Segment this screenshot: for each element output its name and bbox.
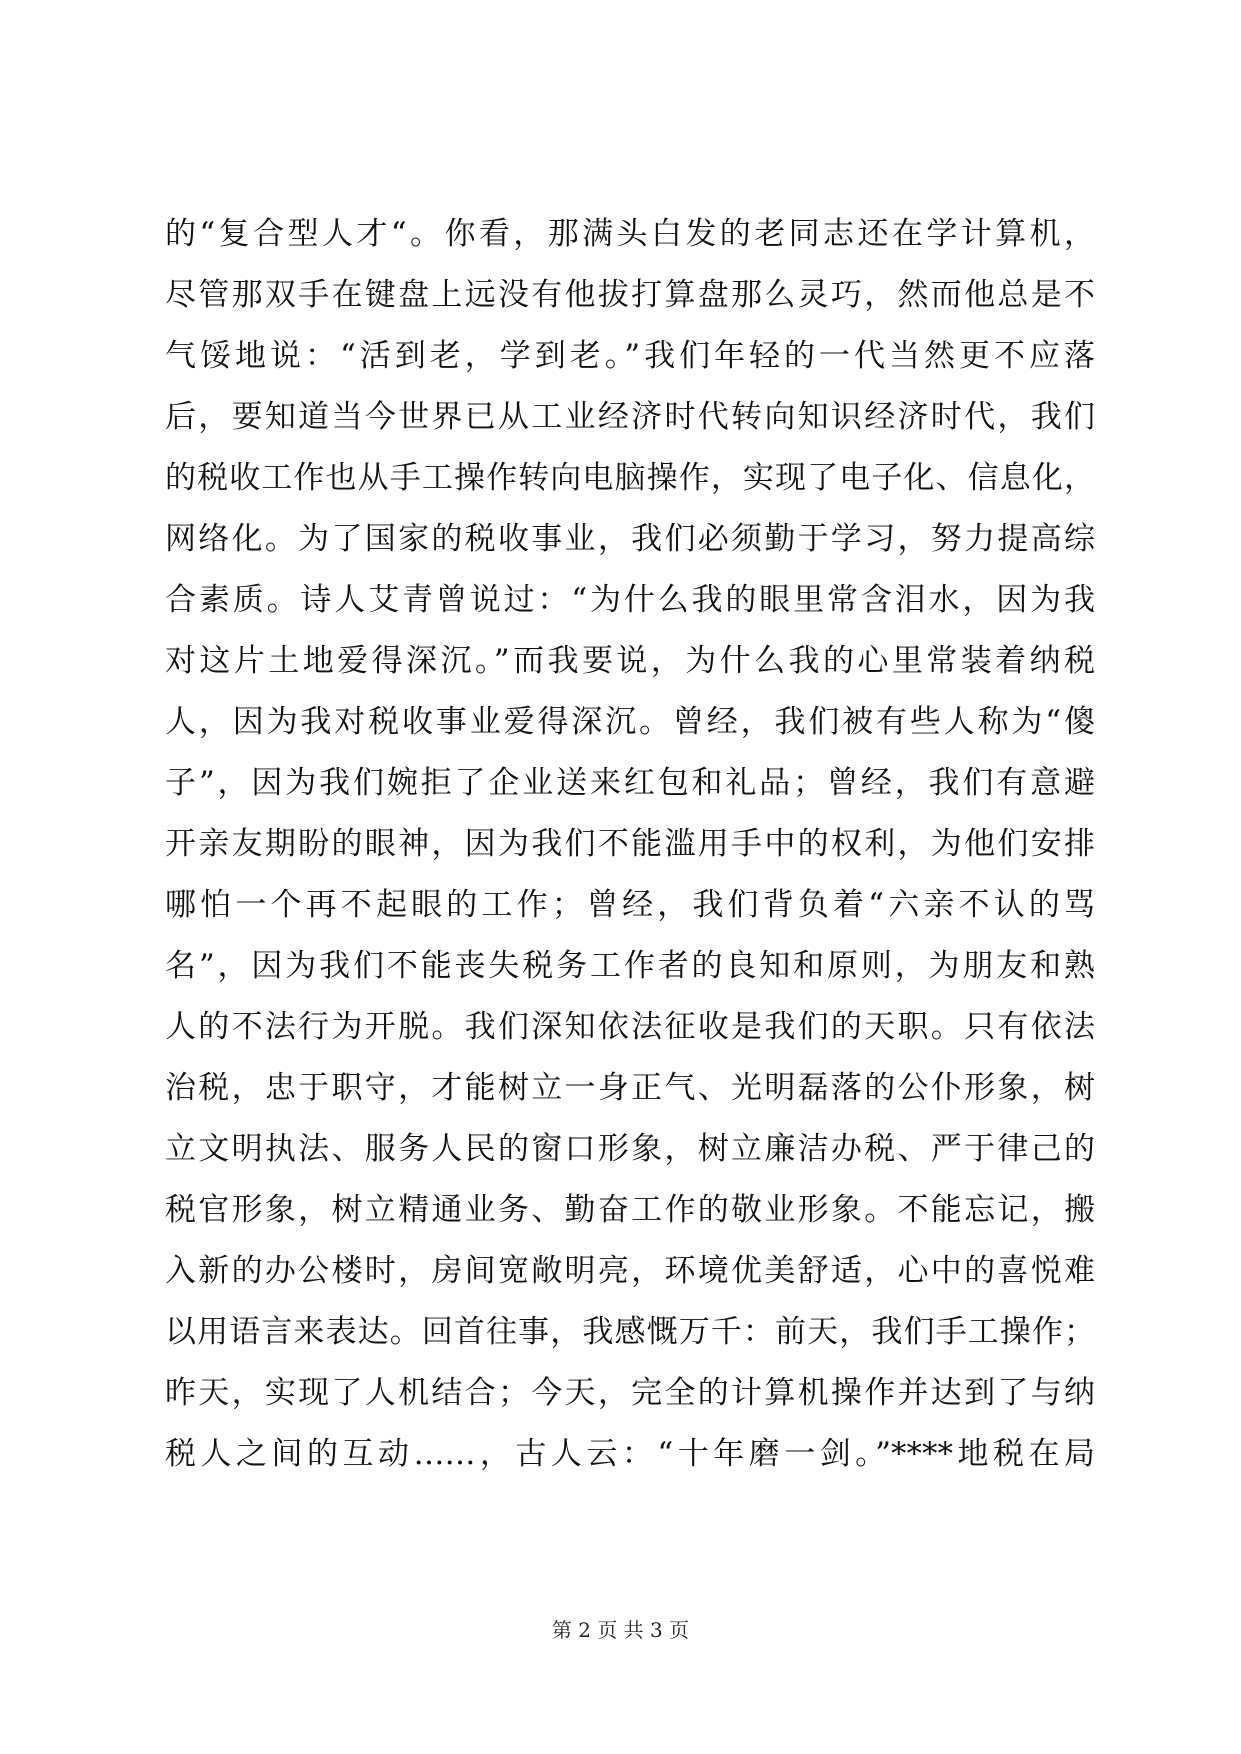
text-line-2: 尽管那双手在键盘上远没有他拔打算盘那么灵巧，然而他总是不 [165,277,1095,313]
text-line-17: 税官形象，树立精通业务、勤奋工作的敬业形象。不能忘记，搬 [165,1192,1095,1228]
page-number-footer: 第 2 页 共 3 页 [551,1618,690,1642]
text-line-16: 立文明执法、服务人民的窗口形象，树立廉洁办税、严于律己的 [165,1131,1095,1167]
text-line-15: 治税，忠于职守，才能树立一身正气、光明磊落的公仆形象，树 [165,1070,1095,1106]
text-line-1: 的“复合型人才“。你看，那满头白发的老同志还在学计算机， [165,216,1095,252]
text-line-6: 网络化。为了国家的税收事业，我们必须勤于学习，努力提高综 [165,521,1095,557]
text-line-8: 对这片土地爱得深沉。”而我要说，为什么我的心里常装着纳税 [165,643,1095,679]
text-line-9: 人，因为我对税收事业爱得深沉。曾经，我们被有些人称为“傻 [165,704,1095,740]
text-line-18: 入新的办公楼时，房间宽敞明亮，环境优美舒适，心中的喜悦难 [165,1253,1095,1289]
text-line-4: 后，要知道当今世界已从工业经济时代转向知识经济时代，我们 [165,399,1095,435]
text-line-20: 昨天，实现了人机结合；今天，完全的计算机操作并达到了与纳 [165,1375,1095,1411]
text-line-19: 以用语言来表达。回首往事，我感慨万千：前天，我们手工操作； [165,1314,1095,1350]
text-line-5: 的税收工作也从手工操作转向电脑操作，实现了电子化、信息化， [165,460,1095,496]
text-line-11: 开亲友期盼的眼神，因为我们不能滥用手中的权利，为他们安排 [165,826,1095,862]
text-line-7: 合素质。诗人艾青曾说过：“为什么我的眼里常含泪水，因为我 [165,582,1095,618]
text-line-21: 税人之间的互动……，古人云：“十年磨一剑。”****地税在局 [165,1436,1095,1472]
body-text [165,204,1095,1485]
text-line-3: 气馁地说：“活到老，学到老。”我们年轻的一代当然更不应落 [165,338,1095,374]
text-line-14: 人的不法行为开脱。我们深知依法征收是我们的天职。只有依法 [165,1009,1095,1045]
text-line-13: 名”，因为我们不能丧失税务工作者的良知和原则，为朋友和熟 [165,948,1095,984]
text-line-12: 哪怕一个再不起眼的工作；曾经，我们背负着“六亲不认的骂 [165,887,1095,923]
text-line-10: 子”，因为我们婉拒了企业送来红包和礼品；曾经，我们有意避 [165,765,1095,801]
